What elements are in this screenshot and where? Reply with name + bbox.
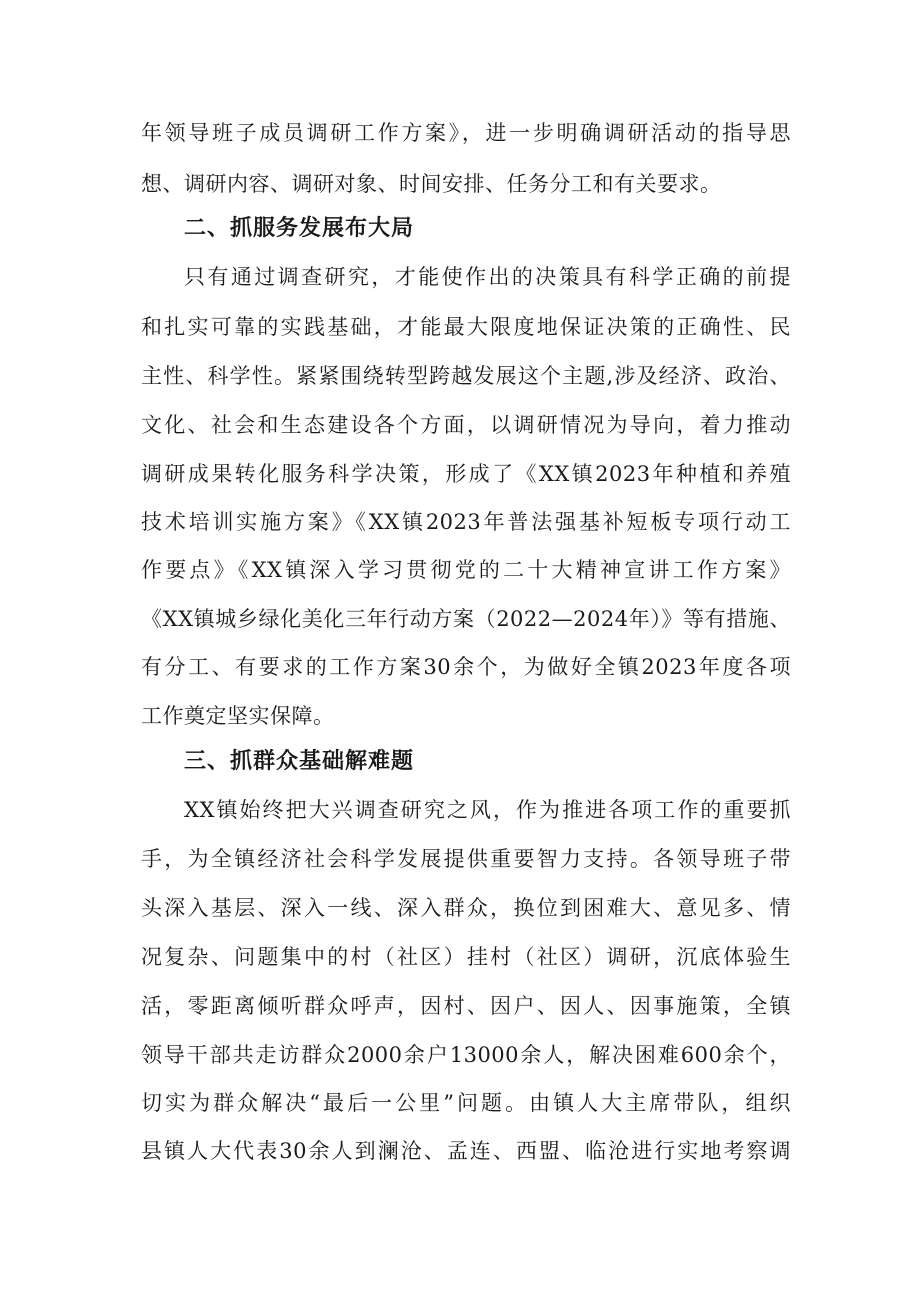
paragraph-line: 况复杂、问题集中的村（社区）挂村（社区）调研，沉底体验生 (141, 945, 791, 969)
paragraph-line: 切实为群众解决“最后一公里”问题。由镇人大主席带队，组织 (141, 1091, 791, 1115)
paragraph-line: 有分工、有要求的工作方案30余个，为做好全镇2023年度各项 (141, 655, 791, 679)
paragraph-line: 和扎实可靠的实践基础，才能最大限度地保证决策的正确性、民 (141, 315, 791, 339)
paragraph-line: 调研成果转化服务科学决策，形成了《XX镇2023年种植和养殖 (141, 462, 791, 486)
paragraph-line: 想、调研内容、调研对象、时间安排、任务分工和有关要求。 (141, 172, 722, 196)
paragraph-line: 作要点》《XX镇深入学习贯彻党的二十大精神宣讲工作方案》 (141, 558, 791, 582)
paragraph-line: 年领导班子成员调研工作方案》，进一步明确调研活动的指导思 (141, 121, 791, 145)
paragraph-line: 县镇人大代表30余人到澜沧、孟连、西盟、临沧进行实地考察调 (141, 1139, 791, 1163)
paragraph-line: 《XX镇城乡绿化美化三年行动方案（2022—2024年）》等有措施、 (141, 607, 791, 631)
paragraph-line: 领导干部共走访群众2000余户13000余人，解决困难600余个， (141, 1043, 791, 1067)
section-heading-3: 三、抓群众基础解难题 (184, 749, 415, 774)
paragraph-line: 工作奠定坚实保障。 (141, 704, 335, 728)
section-heading-2: 二、抓服务发展布大局 (184, 216, 415, 241)
paragraph-line: 主性、科学性。紧紧围绕转型跨越发展这个主题,涉及经济、政治、 (141, 364, 791, 388)
paragraph-line: 手，为全镇经济社会科学发展提供重要智力支持。各领导班子带 (141, 847, 791, 871)
paragraph-line: 文化、社会和生态建设各个方面，以调研情况为导向，着力推动 (141, 413, 791, 437)
paragraph-line: 活，零距离倾听群众呼声，因村、因户、因人、因事施策，全镇 (141, 994, 791, 1018)
paragraph-line: XX镇始终把大兴调查研究之风，作为推进各项工作的重要抓 (184, 798, 791, 822)
paragraph-line: 只有通过调查研究，才能使作出的决策具有科学正确的前提 (184, 265, 791, 289)
paragraph-line: 技术培训实施方案》《XX镇2023年普法强基补短板专项行动工 (141, 510, 791, 534)
paragraph-line: 头深入基层、深入一线、深入群众，换位到困难大、意见多、情 (141, 896, 791, 920)
